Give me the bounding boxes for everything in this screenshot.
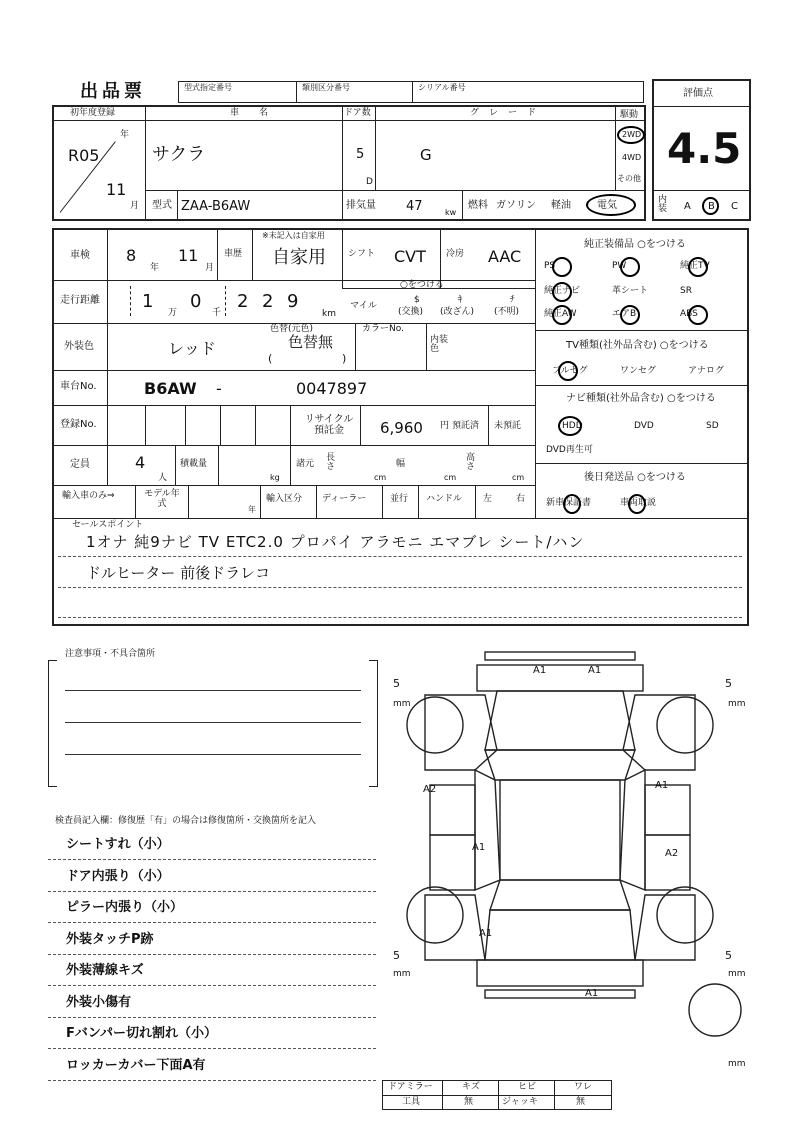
trunk [485,910,635,960]
tire-fl-unit: mm [393,699,411,709]
damage-mark: A1 [585,988,599,999]
equipment-circle [552,257,572,277]
import-dealer: ディーラー [322,494,367,504]
front-bumper [485,652,635,660]
mileage-opt-f2: (不明) [494,307,520,317]
recycle-unit: 円 [440,421,450,431]
drive-other: その他 [617,174,641,183]
front-left-door [430,785,475,835]
equipment-item: 革シート [612,286,649,296]
rear-right-door [645,835,690,890]
mileage-opt-k: ｷ [458,295,463,305]
ac-value: AAC [488,247,522,266]
navi-item: SD [706,421,719,431]
reg-year-unit: 年 [120,130,130,140]
navi-title: ナビ種類(社外品含む) ○をつける [566,393,716,404]
serial-label: シリアル番号 [418,83,466,92]
import-parallel: 並行 [390,494,409,504]
equipment-circle [688,305,708,325]
equipment-circle [620,305,640,325]
equipment-title: 純正装備品 ○をつける [584,239,686,250]
drive-4wd: 4WD [622,153,642,162]
wheel-fl [407,697,463,753]
tv-item: フルセグ [552,366,588,376]
reg-month-unit: 月 [130,201,140,211]
inspector-item: ロッカーカバー下面A有 [66,1057,206,1073]
rear-window [490,880,630,910]
tire-fl: 5 [393,677,400,690]
rear-right-quarter [635,895,695,960]
dims-hgt: 高さ [466,453,476,472]
dims-wid-cm: cm [444,473,457,482]
import-year: 年 [248,505,256,514]
id-number-strip [178,81,644,103]
shift-label: シフト [348,249,376,259]
tire-rl-unit: mm [393,969,411,979]
usage-note: ※未記入は自家用 [262,231,325,240]
equipment-circle [620,257,640,277]
rating-value: 4.5 [667,124,742,173]
front-left-fender [425,695,497,770]
import-right: 右 [516,494,526,504]
mileage-opt-k2: (改ざん) [440,307,475,317]
fuel-label: 燃料 [468,200,488,211]
front-right-fender [623,695,695,770]
equipment-item: ABS [680,309,698,319]
sales-line1: 1オナ 純9ナビ TV ETC2.0 プロパイ アラモニ エマブレ シート/ハン [86,533,585,551]
capacity-value: 4 [135,453,146,472]
tire-rr: 5 [725,949,732,962]
equipment-item: エアB [612,309,637,319]
dims-len: 長さ [326,453,336,472]
tire-fr-unit: mm [728,699,746,709]
recycle-unpaid: 未預託 [494,421,522,431]
spare-wheel [689,984,741,1036]
tv-item: アナログ [688,366,725,376]
equipment-circle [552,305,572,325]
tire-rr-unit: mm [728,969,746,979]
fuel-gas: ガソリン [496,200,536,211]
damage-mark: A1 [655,780,669,791]
model-code: ZAA-B6AW [181,199,251,214]
damage-mark: A2 [665,848,679,859]
dims-wid: 幅 [396,459,406,469]
capacity-unit: 人 [158,473,168,483]
import-handle: ハンドル [426,494,463,504]
import-left: 左 [483,494,493,504]
mirror-v4: 無 [576,1097,586,1107]
paren-left: ( [268,352,273,365]
class-no-label: 類別区分番号 [302,83,350,92]
inspector-line [48,954,376,955]
import-division: 輸入区分 [266,494,303,504]
interior-color-label: 内装色 [430,335,449,354]
shaken-year-unit: 年 [150,263,160,273]
docs-title: 後日発送品 ○をつける [584,472,686,483]
inspector-line [48,1048,376,1049]
recycle-label: リサイクル預託金 [304,414,354,436]
rear-section [477,960,643,986]
model-cert-label: 型式指定番号 [184,83,232,92]
mileage-km: km [322,309,336,319]
repaint-value: 色替無 [288,333,334,351]
tv-circle [558,361,578,381]
damage-mark: A2 [423,784,437,795]
inspector-line [48,859,376,860]
inspector-line [48,985,376,986]
paren-right: ) [342,352,347,365]
regno-label: 登録No. [60,419,97,430]
roof [500,780,620,880]
inspector-item: シートすれ（小） [66,837,170,852]
mileage-circle-note: ○をつける [400,280,444,290]
rating-label: 評価点 [683,88,713,99]
rear-bumper [485,990,635,998]
mileage-opt-f: ﾁ [510,295,515,305]
tv-title: TV種類(社外品含む) ○をつける [566,340,709,351]
damage-mark: A1 [479,928,493,939]
dims-label: 諸元 [296,459,315,469]
usage-label: 車歴 [224,249,243,259]
mileage-opt-s: $ [414,295,420,305]
mileage-d5: 9 [287,291,299,312]
shaken-label: 車検 [70,250,90,261]
inspector-item: 外装タッチP跡 [66,931,154,947]
tire-rl: 5 [393,949,400,962]
shift-value: CVT [394,247,426,266]
chassis-prefix: B6AW [144,379,197,398]
rear-left-door [430,835,475,890]
mileage-d2: 0 [190,291,202,312]
wheel-fr [657,697,713,753]
chassis-number: 0047897 [296,379,368,398]
navi-item: HDD [562,421,583,431]
drive-2wd-circle [617,126,645,144]
doors-suffix: D [366,177,373,187]
equipment-circle [552,282,572,302]
chassis-label: 車台No. [60,381,97,392]
mileage-sen: 千 [212,308,222,318]
interior-a: A [684,201,691,212]
sales-line2: ドルヒーター 前後ドラレコ [86,564,271,582]
car-name: サクラ [152,144,206,165]
inspector-label: 検査員記入欄：修復歴「有」の場合は修復箇所・交換箇所を記入 [55,816,317,826]
front-right-door [645,785,690,835]
reg-era: R05 [68,146,100,165]
mirror-v2: 無 [464,1097,474,1107]
hood [485,691,635,750]
import-model-year: モデル年式 [144,489,180,509]
mirror-h4: ワレ [574,1082,593,1092]
damage-mark: A1 [588,665,602,676]
tv-item: ワンセグ [620,366,657,376]
damage-mark: A1 [472,842,486,853]
navi-circle [558,416,582,436]
mileage-man: 万 [168,308,178,318]
interior-b: B [708,201,715,212]
dvd-label: DVD再生可 [546,445,593,455]
shaken-month-unit: 月 [205,263,215,273]
inspector-line [48,1080,376,1081]
import-label: 輸入車のみ⇒ [62,491,115,501]
mileage-d1: 1 [142,291,154,312]
equipment-item: 純正ナビ [544,286,581,296]
recycle-value: 6,960 [380,419,423,437]
dims-len-cm: cm [374,473,387,482]
equipment-item: 純正AW [544,309,577,319]
shaken-month: 11 [178,246,199,265]
fuel-diesel: 軽油 [551,200,571,211]
rear-left-quarter [425,895,485,960]
tire-spare-unit: mm [728,1059,746,1069]
drive-2wd: 2WD [622,130,642,139]
name-label: 車名 [230,108,289,118]
left-pillar [475,770,500,890]
recycle-status: 預託済 [452,421,480,431]
usage-value: 自家用 [272,247,326,268]
reg-label: 初年度登録 [70,108,116,118]
navi-item: DVD [634,421,654,431]
doors-label: ドア数 [344,108,371,118]
color-value: レッド [168,339,216,358]
inspector-item: ドア内張り（小） [66,868,170,884]
docs-item: 車両取説 [620,498,657,508]
mirror-h2: キズ [462,1082,480,1092]
inspector-line [48,922,376,923]
mileage-d3: 2 [237,291,249,312]
equipment-item: PS [544,261,556,271]
docs-circle [628,494,646,514]
fuel-elec: 電気 [597,200,617,211]
car-diagram [385,640,755,1080]
color-no-label: カラーNo. [362,324,404,334]
mirror-h3: ヒビ [518,1082,537,1092]
repaint-label: 色替(元色) [270,324,314,334]
color-label: 外装色 [64,341,94,352]
reg-month: 11 [106,180,127,199]
sales-label: セールスポイント [72,520,144,530]
mileage-opt-s2: (交換) [398,307,424,317]
mileage-d4: 2 [262,291,274,312]
load-label: 積載量 [180,459,208,469]
page-title: 出品票 [80,81,146,102]
disp-value: 47 [406,199,423,214]
equipment-circle [688,257,708,277]
tire-fr: 5 [725,677,732,690]
interior-b-circle [702,197,719,215]
grade-value: G [420,146,432,164]
drive-label: 駆動 [620,110,639,120]
right-pillar [620,770,645,890]
load-kg: kg [270,473,280,482]
mirror-v1: 工具 [402,1097,421,1107]
chassis-dash: - [216,379,222,398]
mileage-label: 走行距離 [60,295,100,306]
disp-label: 排気量 [346,200,376,211]
ac-label: 冷房 [446,249,465,259]
inspector-line [48,1017,376,1018]
grade-label: グレード [470,108,547,118]
mirror-v3: ジャッキ [502,1097,538,1107]
disp-unit: kw [445,208,457,217]
interior-label: 内装 [658,195,668,214]
equipment-item: PW [612,261,627,271]
model-label: 型式 [152,200,172,211]
capacity-label: 定員 [70,459,90,470]
mileage-mile: マイル [350,301,377,311]
dims-hgt-cm: cm [512,473,525,482]
mirror-h1: ドアミラー [388,1082,433,1092]
docs-circle [563,494,581,514]
notes-label: 注意事項・不具合箇所 [65,649,156,659]
docs-item: 新車保証書 [546,498,592,508]
inspector-item: 外装小傷有 [66,994,132,1010]
damage-mark: A1 [533,665,547,676]
windshield [485,750,635,780]
fuel-elec-circle [586,194,636,216]
inspector-line [48,891,376,892]
inspector-item: 外装薄線キズ [66,963,144,978]
inspector-item: ピラー内張り（小） [66,900,184,915]
equipment-item: 純正TV [680,261,710,271]
interior-c: C [731,201,738,212]
doors-value: 5 [356,147,365,162]
shaken-year: 8 [126,246,137,265]
front-section [477,665,643,691]
inspector-item: Fバンパー切れ割れ（小） [66,1026,217,1041]
equipment-item: SR [680,286,692,296]
